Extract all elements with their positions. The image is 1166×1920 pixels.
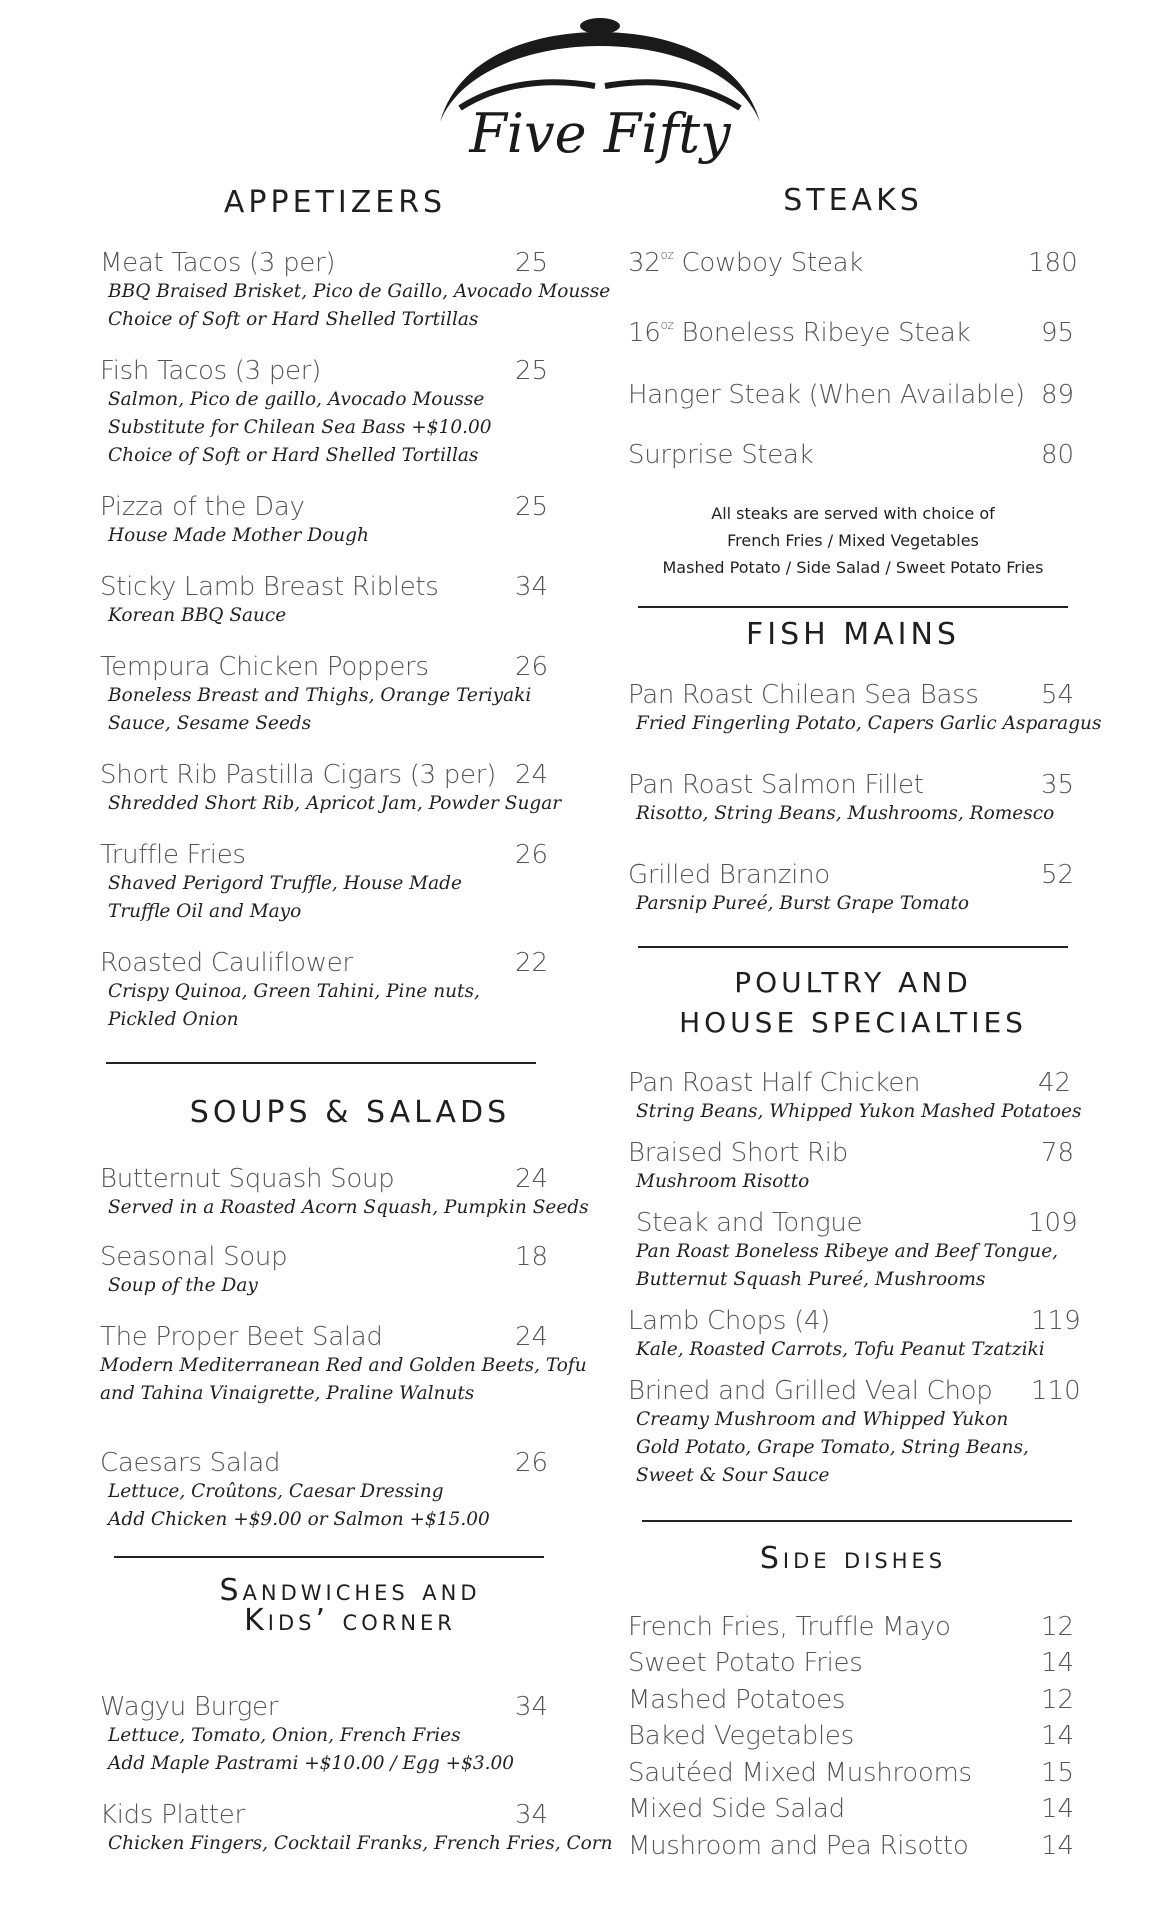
section-divider — [106, 1062, 536, 1064]
item-price: 52 — [1041, 860, 1075, 890]
item-desc: Substitute for Chilean Sea Bass +$10.00 — [108, 417, 492, 438]
item-desc: House Made Mother Dough — [108, 525, 369, 546]
item-desc: Modern Mediterranean Red and Golden Beets, Tofu — [100, 1355, 587, 1376]
item-name: Wagyu Burger — [100, 1692, 279, 1722]
item-price: 12 — [1041, 1612, 1075, 1642]
item-desc: Gold Potato, Grape Tomato, String Beans, — [636, 1437, 1029, 1458]
item-price: 14 — [1041, 1721, 1075, 1751]
item-price: 34 — [515, 1692, 549, 1722]
item-price: 14 — [1041, 1831, 1075, 1861]
item-price: 14 — [1041, 1648, 1075, 1678]
item-name: Hanger Steak (When Available) — [628, 380, 1025, 410]
item-desc: Sauce, Sesame Seeds — [108, 713, 312, 734]
item-price: 26 — [515, 1448, 549, 1478]
item-price: 24 — [515, 1322, 549, 1352]
menu-item — [628, 1208, 1078, 1294]
item-desc: Choice of Soft or Hard Shelled Tortillas — [108, 309, 479, 330]
item-price: 26 — [515, 840, 549, 870]
menu-item — [628, 1794, 1078, 1824]
item-desc: Pan Roast Boneless Ribeye and Beef Tongue, — [636, 1241, 1059, 1262]
item-name: Kids Platter — [100, 1800, 245, 1830]
menu-item — [628, 680, 1102, 738]
item-name: Surprise Steak — [628, 440, 814, 470]
menu-item — [628, 770, 1078, 828]
item-desc: Salmon, Pico de gaillo, Avocado Mousse — [108, 389, 485, 410]
item-name: Sweet Potato Fries — [628, 1648, 863, 1678]
item-price: 119 — [1031, 1306, 1081, 1336]
sandwiches-heading-line2: Kids’ corner — [244, 1603, 456, 1638]
item-desc: Add Chicken +$9.00 or Salmon +$15.00 — [108, 1509, 490, 1530]
item-name: Meat Tacos (3 per) — [100, 248, 336, 278]
item-name — [628, 318, 1078, 348]
menu-item — [100, 572, 550, 630]
section-divider — [638, 946, 1068, 948]
menu-item — [628, 1376, 1081, 1490]
item-desc: Shaved Perigord Truffle, House Made — [108, 873, 462, 894]
section-divider — [114, 1556, 544, 1558]
item-price: 24 — [515, 1164, 549, 1194]
item-desc: BBQ Braised Brisket, Pico de Gaillo, Avocado Mousse — [108, 281, 611, 302]
item-name: Roasted Cauliflower — [100, 948, 353, 978]
item-price: 89 — [1041, 380, 1075, 410]
item-price: 26 — [515, 652, 549, 682]
item-name: French Fries, Truffle Mayo — [628, 1612, 951, 1642]
menu-item — [100, 840, 550, 926]
item-desc: Risotto, String Beans, Mushrooms, Romesco — [636, 803, 1055, 824]
item-desc: Parsnip Pureé, Burst Grape Tomato — [636, 893, 970, 914]
brand-logo — [420, 12, 780, 192]
steaks-heading: STEAKS — [783, 183, 923, 218]
item-name: Steak and Tongue — [636, 1208, 863, 1238]
menu-item — [628, 1721, 1078, 1751]
item-name: Brined and Grilled Veal Chop — [628, 1376, 993, 1406]
item-desc: Shredded Short Rib, Apricot Jam, Powder Sugar — [108, 793, 562, 814]
cloche-logo-icon — [420, 12, 780, 192]
item-price: 14 — [1041, 1794, 1075, 1824]
note-line: Mashed Potato / Side Salad / Sweet Potato Fries — [662, 558, 1044, 577]
menu-item — [100, 248, 611, 334]
item-price: 22 — [515, 948, 549, 978]
item-price: 25 — [515, 492, 549, 522]
item-name: Pan Roast Chilean Sea Bass — [628, 680, 979, 710]
menu-item — [628, 1831, 1078, 1861]
item-name: Pan Roast Half Chicken — [628, 1068, 921, 1098]
section-divider — [642, 1520, 1072, 1522]
logo-text: Five Fifty — [469, 102, 731, 165]
item-name: Pan Roast Salmon Fillet — [628, 770, 924, 800]
fish-heading: FISH MAINS — [746, 617, 960, 652]
item-desc: String Beans, Whipped Yukon Mashed Potatoes — [636, 1101, 1082, 1122]
item-name: The Proper Beet Salad — [100, 1322, 383, 1352]
menu-item — [628, 440, 1078, 470]
item-desc: Lettuce, Croûtons, Caesar Dressing — [108, 1481, 444, 1502]
item-price: 12 — [1041, 1685, 1075, 1715]
menu-item — [628, 380, 1078, 410]
item-price: 24 — [515, 760, 549, 790]
steak-sides-note — [628, 500, 1078, 581]
menu-item — [100, 760, 562, 818]
item-price: 95 — [1041, 318, 1075, 348]
appetizers-heading: APPETIZERS — [223, 185, 447, 220]
steak-name: Cowboy Steak — [681, 248, 863, 278]
item-name: Tempura Chicken Poppers — [100, 652, 429, 682]
item-price: 78 — [1041, 1138, 1075, 1168]
item-price: 54 — [1041, 680, 1075, 710]
item-price: 42 — [1038, 1068, 1072, 1098]
menu-item — [100, 1448, 550, 1534]
menu-item — [100, 948, 550, 1034]
menu-item — [100, 1242, 550, 1300]
item-price: 25 — [515, 356, 549, 386]
item-name: Sticky Lamb Breast Riblets — [100, 572, 439, 602]
note-line: French Fries / Mixed Vegetables — [727, 531, 979, 550]
item-name: Truffle Fries — [100, 840, 246, 870]
item-desc: Served in a Roasted Acorn Squash, Pumpkin Seeds — [108, 1197, 589, 1218]
menu-item — [628, 248, 1078, 278]
item-desc: Creamy Mushroom and Whipped Yukon — [636, 1409, 1009, 1430]
sandwiches-heading-line1: Sandwiches and — [219, 1573, 481, 1608]
note-line: All steaks are served with choice of — [711, 504, 995, 523]
item-price: 18 — [515, 1242, 549, 1272]
soups-heading: SOUPS & SALADS — [189, 1095, 511, 1130]
item-price: 25 — [515, 248, 549, 278]
item-price: 34 — [515, 572, 549, 602]
menu-item — [628, 1648, 1078, 1678]
steak-name: Boneless Ribeye Steak — [681, 318, 971, 348]
item-desc: Add Maple Pastrami +$10.00 / Egg +$3.00 — [108, 1753, 515, 1774]
item-name: Mashed Potatoes — [628, 1685, 846, 1715]
item-desc: Choice of Soft or Hard Shelled Tortillas — [108, 445, 479, 466]
menu-item — [628, 1685, 1078, 1715]
item-name: Fish Tacos (3 per) — [100, 356, 321, 386]
item-desc: Truffle Oil and Mayo — [108, 901, 302, 922]
menu-item — [628, 1612, 1078, 1642]
item-price: 180 — [1028, 248, 1078, 278]
poultry-heading-line2: HOUSE SPECIALTIES — [679, 1006, 1027, 1039]
item-desc: Lettuce, Tomato, Onion, French Fries — [108, 1725, 461, 1746]
item-price: 110 — [1031, 1376, 1081, 1406]
item-desc: Butternut Squash Pureé, Mushrooms — [636, 1269, 986, 1290]
item-name: Short Rib Pastilla Cigars (3 per) — [100, 760, 496, 790]
ounce-unit: oz — [660, 248, 674, 262]
section-divider — [638, 606, 1068, 608]
steak-weight: 16 — [628, 318, 661, 348]
item-desc: Chicken Fingers, Cocktail Franks, French Fries, Corn — [108, 1833, 613, 1854]
item-name: Braised Short Rib — [628, 1138, 848, 1168]
item-desc: Mushroom Risotto — [636, 1171, 810, 1192]
item-price: 80 — [1041, 440, 1075, 470]
item-desc: Kale, Roasted Carrots, Tofu Peanut Tzatziki — [636, 1339, 1045, 1360]
item-desc: Crispy Quinoa, Green Tahini, Pine nuts, — [108, 981, 480, 1002]
item-name: Mixed Side Salad — [628, 1794, 845, 1824]
item-desc: Sweet & Sour Sauce — [636, 1465, 830, 1486]
item-desc: Soup of the Day — [108, 1275, 258, 1296]
item-name — [628, 248, 1078, 278]
item-desc: and Tahina Vinaigrette, Praline Walnuts — [100, 1383, 475, 1404]
item-price: 34 — [515, 1800, 549, 1830]
item-price: 15 — [1041, 1758, 1075, 1788]
poultry-heading-line1: POULTRY AND — [734, 966, 972, 999]
menu-item — [100, 1692, 550, 1778]
item-name: Sautéed Mixed Mushrooms — [628, 1758, 972, 1788]
item-desc: Boneless Breast and Thighs, Orange Teriyaki — [108, 685, 532, 706]
menu-item — [100, 356, 550, 470]
item-name: Butternut Squash Soup — [100, 1164, 395, 1194]
menu-item — [100, 1322, 587, 1408]
item-name: Caesars Salad — [100, 1448, 281, 1478]
item-desc: Fried Fingerling Potato, Capers Garlic Asparagus — [636, 713, 1102, 734]
item-price: 109 — [1028, 1208, 1078, 1238]
menu-item — [100, 652, 550, 738]
menu-item — [100, 1164, 589, 1222]
item-name: Baked Vegetables — [628, 1721, 854, 1751]
menu-item — [628, 1138, 1078, 1196]
item-name: Mushroom and Pea Risotto — [628, 1831, 969, 1861]
ounce-unit: oz — [660, 318, 674, 332]
item-desc: Korean BBQ Sauce — [108, 605, 287, 626]
menu-item — [100, 1800, 613, 1858]
sides-heading: Side dishes — [759, 1541, 947, 1576]
menu-item — [628, 1758, 1078, 1788]
item-name: Pizza of the Day — [100, 492, 305, 522]
menu-item — [100, 492, 550, 550]
item-desc: Pickled Onion — [108, 1009, 239, 1030]
menu-item — [628, 318, 1078, 348]
menu-item — [628, 860, 1078, 918]
item-name: Seasonal Soup — [100, 1242, 288, 1272]
item-name: Lamb Chops (4) — [628, 1306, 830, 1336]
item-name: Grilled Branzino — [628, 860, 830, 890]
steak-weight: 32 — [628, 248, 661, 278]
item-price: 35 — [1041, 770, 1075, 800]
menu-item — [628, 1068, 1082, 1126]
menu-item — [628, 1306, 1081, 1364]
